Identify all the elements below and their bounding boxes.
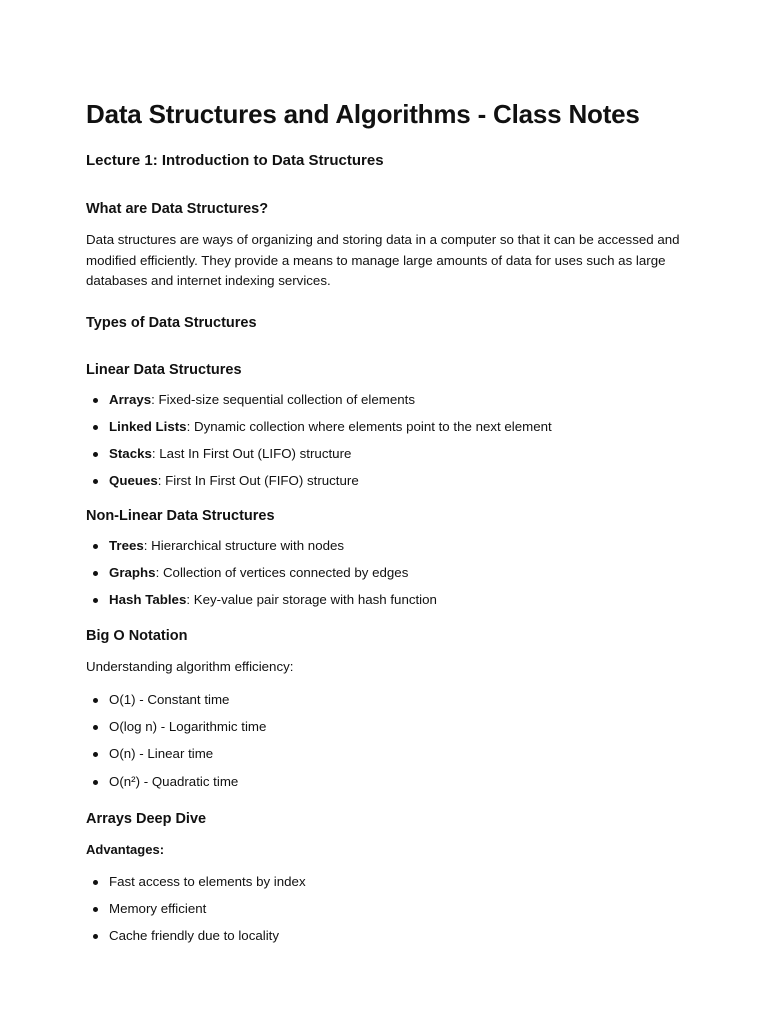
advantages-list <box>86 872 686 946</box>
list-item-term: Stacks <box>109 445 152 461</box>
list-item <box>109 471 686 491</box>
list-item <box>109 390 686 410</box>
list-item <box>109 444 686 464</box>
list-item <box>109 417 686 437</box>
linear-heading: Linear Data Structures <box>86 361 242 378</box>
types-heading: Types of Data Structures <box>86 314 257 331</box>
list-item-desc: : Fixed-size sequential collection of elements <box>151 391 415 407</box>
list-item-term: Arrays <box>109 391 152 407</box>
list-item-term: Hash Tables <box>109 592 187 608</box>
list-item: Fast access to elements by index <box>109 872 686 892</box>
advantages-label: Advantages: <box>86 841 165 857</box>
list-item: O(log n) - Logarithmic time <box>109 717 686 737</box>
list-item-desc: : Key-value pair storage with hash function <box>186 592 437 608</box>
list-item: O(n) - Linear time <box>109 744 686 764</box>
bigo-list <box>86 690 686 792</box>
page-title: Data Structures and Algorithms - Class Notes <box>86 99 640 129</box>
nonlinear-list <box>86 536 686 610</box>
list-item-desc: : Hierarchical structure with nodes <box>143 538 345 554</box>
list-item-desc: : Last In First Out (LIFO) structure <box>151 445 352 461</box>
arrays-heading: Arrays Deep Dive <box>86 810 207 827</box>
bigo-heading: Big O Notation <box>86 628 188 645</box>
list-item <box>109 563 686 583</box>
list-item <box>109 536 686 556</box>
list-item-term: Graphs <box>109 565 156 581</box>
list-item: Cache friendly due to locality <box>109 926 686 946</box>
list-item: Memory efficient <box>109 899 686 919</box>
list-item-term: Trees <box>109 538 144 554</box>
list-item <box>109 590 686 610</box>
list-item-term: Linked Lists <box>109 418 187 434</box>
list-item-desc: : First In First Out (FIFO) structure <box>157 473 359 489</box>
list-item-term: Queues <box>109 473 158 489</box>
what-are-heading: What are Data Structures? <box>86 201 269 217</box>
list-item: O(1) - Constant time <box>109 690 686 710</box>
bigo-intro: Understanding algorithm efficiency: <box>86 659 294 675</box>
linear-list <box>86 390 686 492</box>
list-item-desc: : Collection of vertices connected by edges <box>155 565 409 581</box>
document-page <box>86 96 686 953</box>
what-are-paragraph: Data structures are ways of organizing and storing data in a computer so that it can be accessed and modified efficiently. They provide a means to manage large amounts of data for uses such as large databases and internet indexing services. <box>86 232 680 288</box>
lecture-heading: Lecture 1: Introduction to Data Structures <box>86 152 384 169</box>
list-item-desc: : Dynamic collection where elements point to the next element <box>186 418 552 434</box>
list-item: O(n²) - Quadratic time <box>109 772 686 792</box>
nonlinear-heading: Non-Linear Data Structures <box>86 508 275 525</box>
